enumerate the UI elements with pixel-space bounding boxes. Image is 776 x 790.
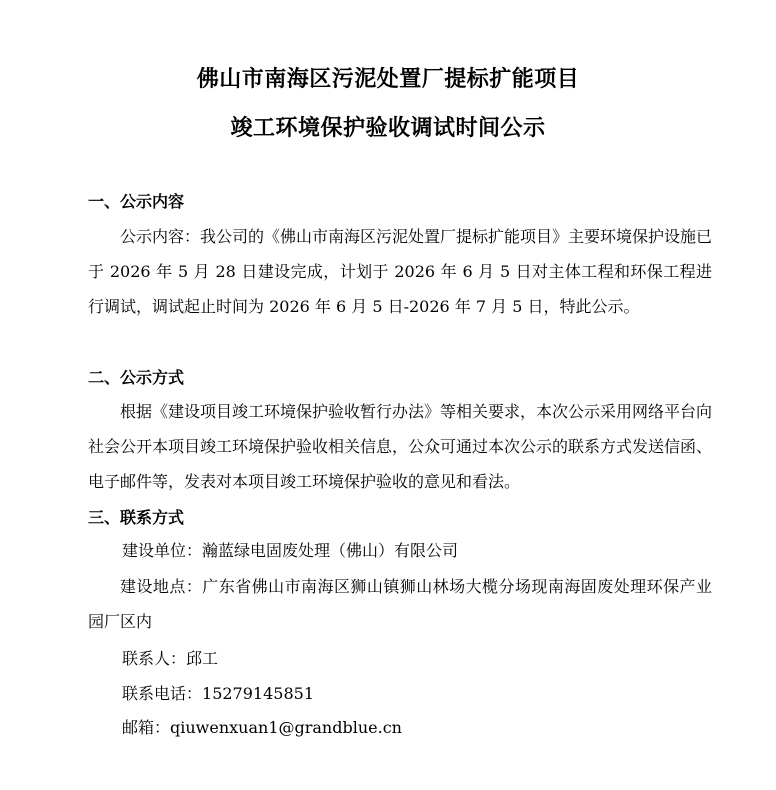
contact-site xyxy=(88,569,712,639)
document-title-line1: 佛山市南海区污泥处置厂提标扩能项目 xyxy=(196,66,580,92)
contact-phone-value: 15279145851 xyxy=(202,684,314,703)
contact-unit-label: 建设单位： xyxy=(122,541,203,560)
contact-phone xyxy=(122,683,314,705)
contact-person-value: 邱工 xyxy=(186,649,219,668)
contact-unit-value: 瀚蓝绿电固废处理（佛山）有限公司 xyxy=(202,541,459,560)
document-title-line2: 竣工环境保护验收调试时间公示 xyxy=(230,115,546,141)
contact-phone-label: 联系电话： xyxy=(122,684,203,703)
contact-email-label: 邮箱： xyxy=(122,718,171,737)
contact-unit xyxy=(122,540,458,562)
section-body-content: 公示内容：我公司的《佛山市南海区污泥处置厂提标扩能项目》主要环境保护设施已于 2026 年 5 月 28 日建设完成，计划于 2026 年 6 月 5 日对主体工程和环保工程进行调试，调试起止时间为 2026 年 6 月 5 日-2026 年 7 月 5 日，特此公示。 xyxy=(88,227,713,316)
section-heading-method: 二、公示方式 xyxy=(88,368,185,387)
contact-email-value: qiuwenxuan1@grandblue.cn xyxy=(170,718,402,737)
contact-person xyxy=(122,648,218,670)
contact-email xyxy=(122,717,402,739)
contact-person-label: 联系人： xyxy=(122,649,187,668)
section-heading-contact: 三、联系方式 xyxy=(88,508,185,527)
section-heading-content: 一、公示内容 xyxy=(88,192,185,211)
section-body-method: 根据《建设项目竣工环境保护验收暂行办法》等相关要求，本次公示采用网络平台向社会公开本项目竣工环境保护验收相关信息，公众可通过本次公示的联系方式发送信函、电子邮件等，发表对本项目竣工环境保护验收的意见和看法。 xyxy=(88,402,713,491)
contact-site-value: 广东省佛山市南海区狮山镇狮山林场大榄分场现南海固废处理环保产业园厂区内 xyxy=(88,577,712,631)
contact-site-label: 建设地点： xyxy=(120,577,203,596)
